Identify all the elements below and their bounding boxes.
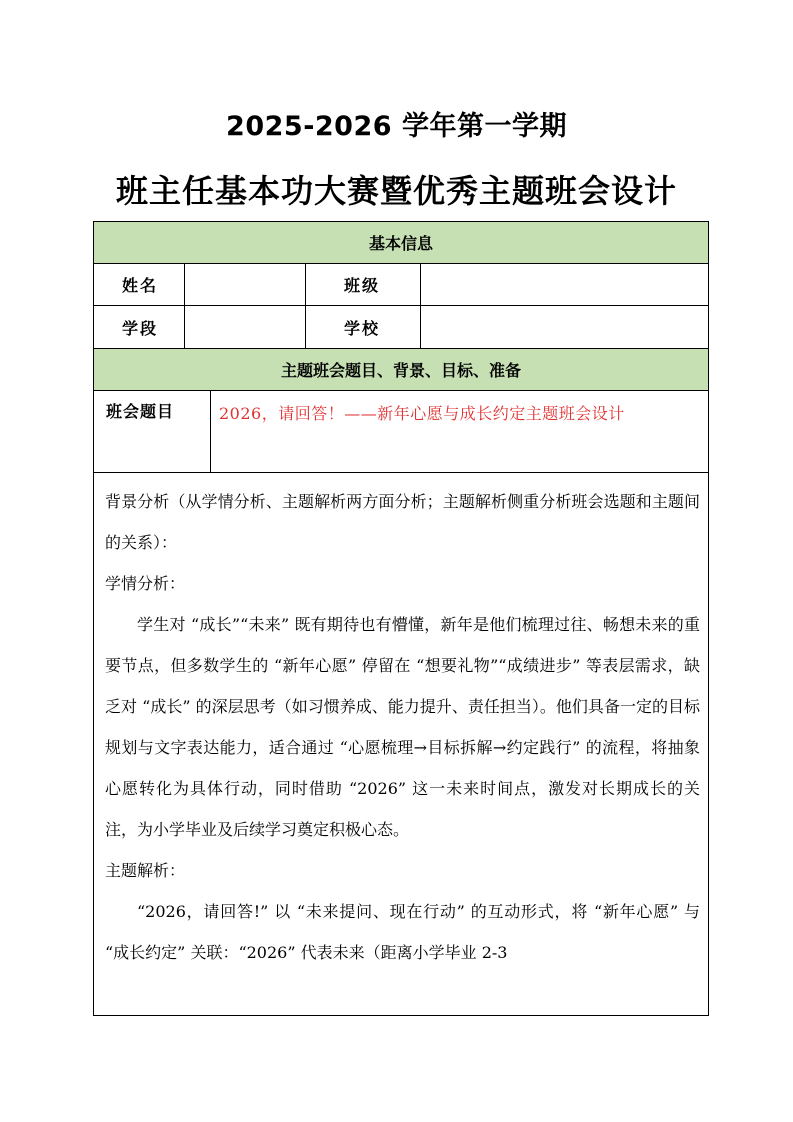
topic-value: 2026，请回答！——新年心愿与成长约定主题班会设计 xyxy=(211,391,709,473)
stage-value-cell[interactable] xyxy=(185,306,306,349)
theme-section-title: 主题班会题目、背景、目标、准备 xyxy=(94,349,709,391)
stage-label: 学段 xyxy=(94,306,185,349)
student-analysis-text: 学生对 “成长”“未来” 既有期待也有懵懂，新年是他们梳理过往、畅想未来的重要节点，但多数学生的 “新年心愿” 停留在 “想要礼物”“成绩进步” 等表层需求，缺乏对 “成长” 的深层思考（如习惯养成、能力提升、责任担当）。他们具备一定的目标规划与文字表达能力，适合通过 “心愿梳理→目标拆解→约定践行” 的流程，将抽象心愿转化为具体行动，同时借助 “2026” 这一未来时间点，激发对长期成长的关注，为小学毕业及后续学习奠定积极心态。 xyxy=(105,615,701,839)
name-value-cell[interactable] xyxy=(185,264,306,306)
background-heading: 背景分析（从学情分析、主题解析两方面分析；主题解析侧重分析班会选题和主题间的关系）： xyxy=(105,492,701,552)
background-cell xyxy=(94,473,709,1016)
school-value-cell[interactable] xyxy=(421,306,709,349)
name-class-row xyxy=(94,264,709,306)
theme-analysis-text: “2026，请回答!” 以 “未来提问、现在行动” 的互动形式，将 “新年心愿” 与 “成长约定” 关联：“2026” 代表未来（距离小学毕业 2-3 xyxy=(105,902,701,962)
class-label: 班级 xyxy=(306,264,421,306)
page-title: 2025-2026 学年第一学期 xyxy=(226,111,567,142)
class-value-cell[interactable] xyxy=(421,264,709,306)
student-analysis-heading: 学情分析： xyxy=(105,574,186,593)
topic-label: 班会题目 xyxy=(94,391,211,473)
basic-info-header-row xyxy=(94,222,709,264)
name-label: 姓名 xyxy=(94,264,185,306)
design-form-table xyxy=(93,221,709,1016)
school-label: 学校 xyxy=(306,306,421,349)
theme-header-row xyxy=(94,349,709,391)
basic-info-section-title: 基本信息 xyxy=(94,222,709,264)
background-row xyxy=(94,473,709,1016)
page-subtitle: 班主任基本功大赛暨优秀主题班会设计 xyxy=(115,172,677,210)
theme-analysis-heading: 主题解析： xyxy=(105,861,186,880)
topic-row xyxy=(94,391,709,473)
stage-school-row xyxy=(94,306,709,349)
